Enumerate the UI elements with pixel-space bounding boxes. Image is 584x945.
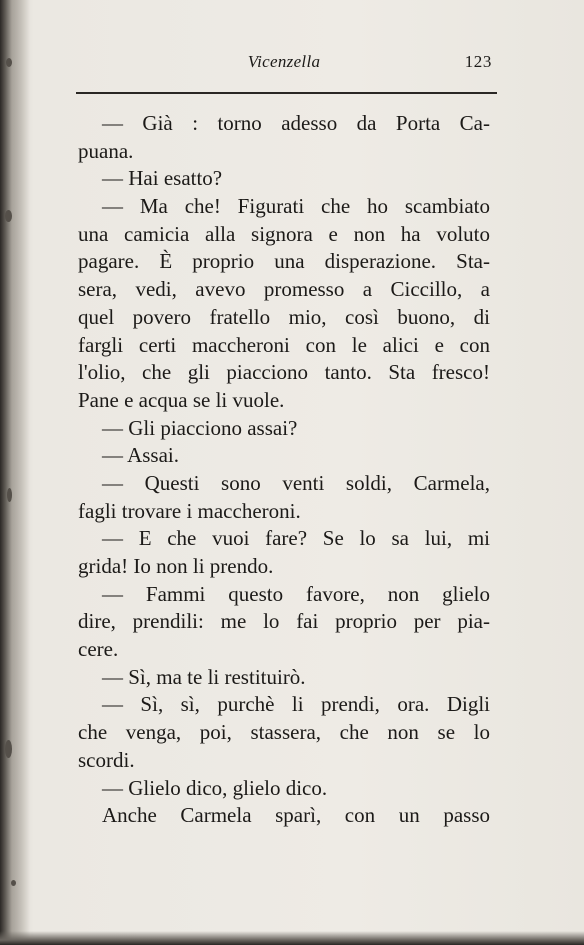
text-line: l'olio, che gli piacciono tanto. Sta fresco! [78,360,490,385]
text-line: cere. [78,637,119,662]
header-rule [76,92,497,94]
text-line: sera, vedi, avevo promesso a Ciccillo, a [78,277,490,302]
text-line: una camicia alla signora e non ha voluto [78,221,490,246]
text-line: — Sì, sì, purchè li prendi, ora. Digli [102,692,490,717]
text-line: — Fammi questo favore, non glielo [102,581,490,606]
text-line: — Glielo dico, glielo dico. [102,775,328,800]
page-number: 123 [464,52,492,71]
text-line: grida! Io non li prendo. [78,554,274,578]
ink-speck [5,210,12,222]
text-line: Anche Carmela sparì, con un passo [102,803,490,828]
text-line: Pane e acqua se li vuole. [78,387,285,412]
binding-gutter [0,0,30,945]
ink-speck [7,488,12,502]
text-line: — Già : torno adesso da Porta Ca- [102,111,490,135]
page-bottom-edge [0,931,584,945]
text-line: puana. [78,138,134,163]
text-line: — Sì, ma te li restituirò. [102,664,306,689]
running-title: Vicenzella [247,52,321,71]
text-line: — Hai esatto? [102,166,223,191]
ink-speck [11,880,16,886]
text-line: scordi. [78,747,135,772]
text-line: quel povero fratello mio, così buono, di [78,304,490,329]
body-text [78,110,490,830]
text-line: che venga, poi, stassera, che non se lo [78,720,490,745]
text-line: — Ma che! Figurati che ho scambiato [102,194,490,219]
text-line: — E che vuoi fare? Se lo sa lui, mi [102,526,490,551]
text-line: dire, prendili: me lo fai proprio per pia- [78,609,490,634]
text-line: — Questi sono venti soldi, Carmela, [102,470,490,495]
text-line: — Assai. [102,443,180,468]
text-line: fagli trovare i maccheroni. [78,498,301,523]
text-line: pagare. È proprio una disperazione. Sta- [78,249,490,274]
text-line: fargli certi maccheroni con le alici e con [78,332,490,357]
ink-speck [5,740,12,758]
ink-speck [6,58,12,67]
page-header [76,50,492,80]
text-line: — Gli piacciono assai? [102,415,298,440]
